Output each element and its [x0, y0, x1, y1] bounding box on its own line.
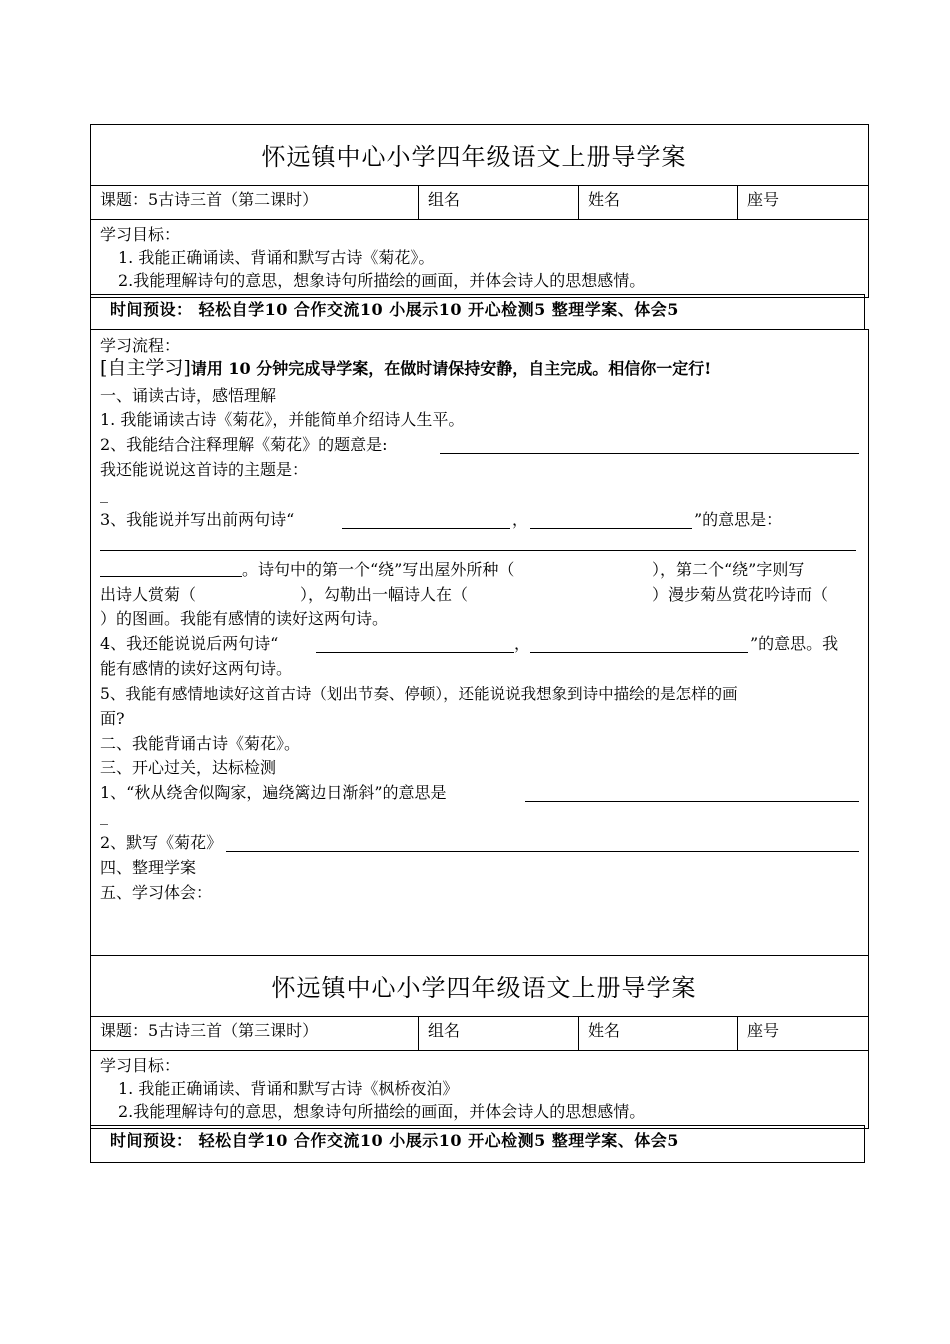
line-12: 面?	[100, 709, 125, 728]
line-13b: _	[100, 806, 108, 825]
time-preset: 时间预设： 轻松自学10 合作交流10 小展示10 开心检测5 整理学案、体会5	[110, 1131, 679, 1150]
name-cell: 姓名	[588, 190, 621, 209]
answer-blank[interactable]	[316, 652, 514, 653]
goals-label: 学习目标：	[100, 225, 181, 244]
answer-blank[interactable]	[100, 550, 856, 551]
section-3: 三、开心过关，达标检测	[100, 758, 277, 777]
group-cell: 组名	[428, 190, 461, 209]
answer-blank[interactable]	[440, 453, 859, 454]
section-2: 二、我能背诵古诗《菊花》。	[100, 734, 301, 753]
line-7c: ）漫步菊丛赏花吟诗而（	[652, 585, 829, 604]
line-10: 能有感情的读好这两句诗。	[100, 659, 293, 678]
line-3b: _	[100, 484, 108, 503]
self-study-tag: [自主学习]	[100, 357, 191, 379]
goals-label: 学习目标：	[100, 1056, 181, 1075]
answer-blank[interactable]	[226, 851, 859, 852]
self-study-line	[100, 358, 711, 379]
seat-cell: 座号	[747, 1021, 780, 1040]
topic-cell: 课题：5古诗三首（第三课时）	[100, 1021, 319, 1040]
name-cell: 姓名	[588, 1021, 621, 1040]
line-4b: ，	[512, 510, 529, 529]
line-6a: 。诗句中的第一个“绕”写出屋外所种（	[242, 560, 515, 579]
line-7a: 出诗人赏菊（	[100, 585, 197, 604]
answer-blank[interactable]	[342, 528, 510, 529]
seat-cell: 座号	[747, 190, 780, 209]
goal-item-2: 2.我能理解诗句的意思，想象诗句所描绘的画面，并体会诗人的思想感情。	[118, 1102, 646, 1121]
goal-item-1: 1. 我能正确诵读、背诵和默写古诗《菊花》。	[118, 248, 435, 267]
line-13: 1、“秋从绕舍似陶家，遍绕篱边日渐斜”的意思是	[100, 783, 447, 802]
group-cell: 组名	[428, 1021, 461, 1040]
line-11: 5、我能有感情地读好这首古诗（划出节奏、停顿），还能说说我想象到诗中描绘的是怎样的画	[100, 685, 738, 703]
line-9c: ”的意思。我	[750, 634, 839, 653]
goal-item-1: 1. 我能正确诵读、背诵和默写古诗《枫桥夜泊》	[118, 1079, 459, 1098]
sheet-title: 怀远镇中心小学四年级语文上册导学案	[261, 143, 687, 171]
line-3: 我还能说说这首诗的主题是：	[100, 460, 309, 479]
line-9b: ，	[514, 634, 531, 653]
section-5: 五、学习体会：	[100, 883, 213, 902]
sheet-title: 怀远镇中心小学四年级语文上册导学案	[271, 974, 697, 1002]
line-8: ）的图画。我能有感情的读好这两句诗。	[100, 609, 389, 628]
answer-blank[interactable]	[530, 652, 748, 653]
line-6b: ），第二个“绕”字则写	[652, 560, 805, 579]
self-study-text: 请用 10 分钟完成导学案，在做时请保持安静，自主完成。相信你一定行!	[190, 359, 712, 378]
line-7b: ），勾勒出一幅诗人在（	[300, 585, 469, 604]
section-4: 四、整理学案	[100, 858, 197, 877]
line-4a: 3、我能说并写出前两句诗“	[100, 510, 295, 529]
time-preset: 时间预设： 轻松自学10 合作交流10 小展示10 开心检测5 整理学案、体会5	[110, 300, 679, 319]
line-4c: ”的意思是：	[694, 510, 783, 529]
line-9a: 4、我还能说说后两句诗“	[100, 634, 279, 653]
answer-blank[interactable]	[530, 528, 692, 529]
section-1: 一、诵读古诗，感悟理解	[100, 386, 277, 405]
answer-blank[interactable]	[100, 576, 242, 577]
process-label: 学习流程：	[100, 336, 181, 355]
topic-cell: 课题：5古诗三首（第二课时）	[100, 190, 319, 209]
line-1: 1. 我能诵读古诗《菊花》，并能简单介绍诗人生平。	[100, 410, 465, 429]
line-2: 2、我能结合注释理解《菊花》的题意是:	[100, 435, 388, 454]
line-14: 2、默写《菊花》	[100, 833, 223, 852]
answer-blank[interactable]	[525, 801, 859, 802]
goal-item-2: 2.我能理解诗句的意思，想象诗句所描绘的画面，并体会诗人的思想感情。	[118, 271, 646, 290]
